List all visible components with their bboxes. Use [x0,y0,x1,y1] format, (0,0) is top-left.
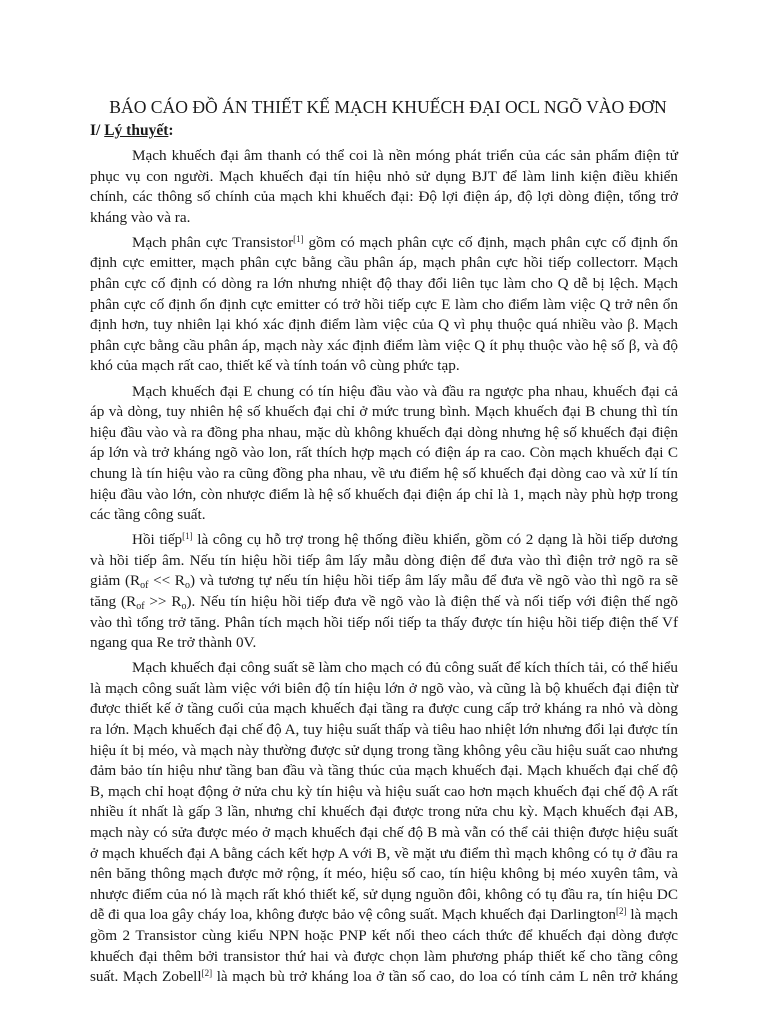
paragraph-text: Mạch khuếch đại công suất sẽ làm cho mạch có đủ công suất để kích thích tải, có thể hiểu là mạch công suất làm việc với biên độ tín hiệu lớn ở ngõ vào, và cũng là bộ khuếch đại điện từ được thiết kế ở tầng cuối của mạch khuếch đại tầng ra được cung cấp trở kháng ra nhỏ và dòng ra lớn. Mạch khuếch đại chế độ A, tuy hiệu suất thấp và tiêu hao nhiệt lớn nhưng đổi lại được tín hiệu ít bị méo, và mạch này thường được sử dụng trong tầng không yêu cầu hiệu suất cao nhưng đảm bảo tín hiệu như tầng ban đầu và tầng thúc của mạch khuếch đại. Mạch khuếch đại chế độ B, mạch chỉ hoạt động ở nửa chu kỳ tín hiệu và hiệu suất cao hơn mạch khuếch đại chế độ A rất nhiều ít nhất là gấp 3 lần, nhưng chỉ khuếch đại được trong nửa chu kỳ. Mạch khuếch đại AB, mạch này có sửa được méo ở mạch khuếch đại chế độ B mà vẫn có thể cải thiện được hiệu suất ở mạch khuếch đại A bằng cách kết hợp A với B, về mặt ưu điểm thì mạch không có tụ ở đầu ra nên băng thông mạch được mở rộng, ít méo, hiệu số cao, tín hiệu không bị méo xuyên tâm, và nhược điểm của nó là mạch rất khó thiết kế, sử dụng nguồn đôi, không có tụ đầu ra, tín hiệu DC dễ đi qua loa gây cháy loa, không được bảo vệ công suất. Mạch khuếch đại Darlington [90,659,678,924]
paragraph-text: gồm có mạch phân cực cố định, mạch phân cực cố định ổn định cực emitter, mạch phân cực bằng cầu phân áp, mạch phân cực hồi tiếp collectorr. Mạch phân cực cố định có dòng ra lớn nhưng nhiệt độ thay đổi liên tục làm cho Q dễ bị lệch. Mạch phân cực cố định ổn định cực emitter có trở hồi tiếp cực E làm cho điểm làm việc Q trở nên ổn định hơn, tuy nhiên lại khó xác định điểm làm việc của Q vì phụ thuộc quá nhiều vào β. Mạch phân cực bằng cầu phân áp, mạch này xác định điểm làm việc Q ít phụ thuộc vào hệ số β, và độ khó của mạch rất cao, thiết kế và tính toán vô cùng phức tạp. [90,233,678,375]
subscript: o [181,600,187,612]
citation-ref: [2] [616,906,627,917]
paragraph-amplifier-intro: Mạch khuếch đại âm thanh có thể coi là nền móng phát triển của các sản phẩm điện tử phục vụ con người. Mạch khuếch đại tín hiệu nhỏ sử dụng BJT để làm linh kiện điều khiển chính, các thông số chính của mạch khi khuếch đại: Độ lợi điện áp, độ lợi dòng điện, tổng trở kháng vào và ra. [90,147,678,226]
section-heading [90,121,174,141]
paragraph-text: << R [148,572,185,590]
paragraph-transistor-bias [90,233,678,377]
section-colon: : [168,122,174,139]
paragraph-text: là công cụ hỗ trợ trong hệ thống điều khiển, gồm có 2 dạng là hồi tiếp dương và hồi tiếp âm. Nếu tín hiệu hồi tiếp âm lấy mẫu dòng điện để đưa vào thì điện trở ngõ ra sẽ giảm (R [90,531,678,590]
subscript: o [184,580,190,592]
paragraph-text: là mạch bù trở kháng loa ở tần số cao, do loa có tính cảm L nên trở kháng [212,968,678,986]
paragraph-text: ). Nếu tín hiệu hồi tiếp đưa về ngõ vào là điện thế và nối tiếp với điện thế ngõ vào thì tổng trở tăng. Phân tích mạch hồi tiếp nối tiếp ta thấy được tín hiệu hồi tiếp điện thế Vf ngang qua Re trở thành 0V. [90,592,679,652]
subscript: of [136,600,145,612]
paragraph-amplifier-configurations: Mạch khuếch đại E chung có tín hiệu đầu vào và đầu ra ngược pha nhau, khuếch đại cả áp và dòng, tuy nhiên hệ số khuếch đại chỉ ở mức trung bình. Mạch khuếch đại B chung thì tín hiệu đầu vào và ra đồng pha nhau, mặc dù không khuếch đại dòng nhưng hệ số khuếch đại điện áp lớn và trở kháng ngõ vào lon, rất thích hợp mạch có điện áp ra cao. Còn mạch khuếch đại C chung là tín hiệu vào ra cũng đồng pha nhau, về ưu điểm hệ số khuếch đại dòng cao và xử lí tín hiệu đầu vào lớn, còn nhược điểm là hệ số khuếch đại điện áp chỉ là 1, mạch này phù hợp trong các tầng công suất. [90,382,678,524]
paragraph-text: >> R [144,592,182,610]
document-body [90,146,678,992]
paragraph-text: là mạch gồm 2 Transistor cùng kiểu NPN hoặc PNP kết nối theo cách thức để khuếch đại dòng được khuếch đại thêm bởi transistor thứ hai và được chọn làm phương pháp thiết kế cho tầng công suất. Mạch Zobell [90,906,678,986]
paragraph-feedback [90,530,678,654]
paragraph-text: ) và tương tự nếu tín hiệu hồi tiếp âm lấy mẫu để đưa về ngõ vào thì ngõ ra sẽ tăng (R [90,572,679,610]
paragraph-text: Hồi tiếp [132,531,183,549]
citation-ref: [1] [293,233,304,244]
subscript: of [140,580,149,592]
paragraph-power-amplifier [90,658,678,988]
section-number: I/ [90,122,101,139]
paragraph-text: Mạch phân cực Transistor [132,233,294,251]
section-label: Lý thuyết [104,122,169,139]
citation-ref: [1] [182,531,193,542]
citation-ref: [2] [201,968,213,979]
document-title: BÁO CÁO ĐỒ ÁN THIẾT KẾ MẠCH KHUẾCH ĐẠI OCL NGÕ VÀO ĐƠN [109,97,667,117]
